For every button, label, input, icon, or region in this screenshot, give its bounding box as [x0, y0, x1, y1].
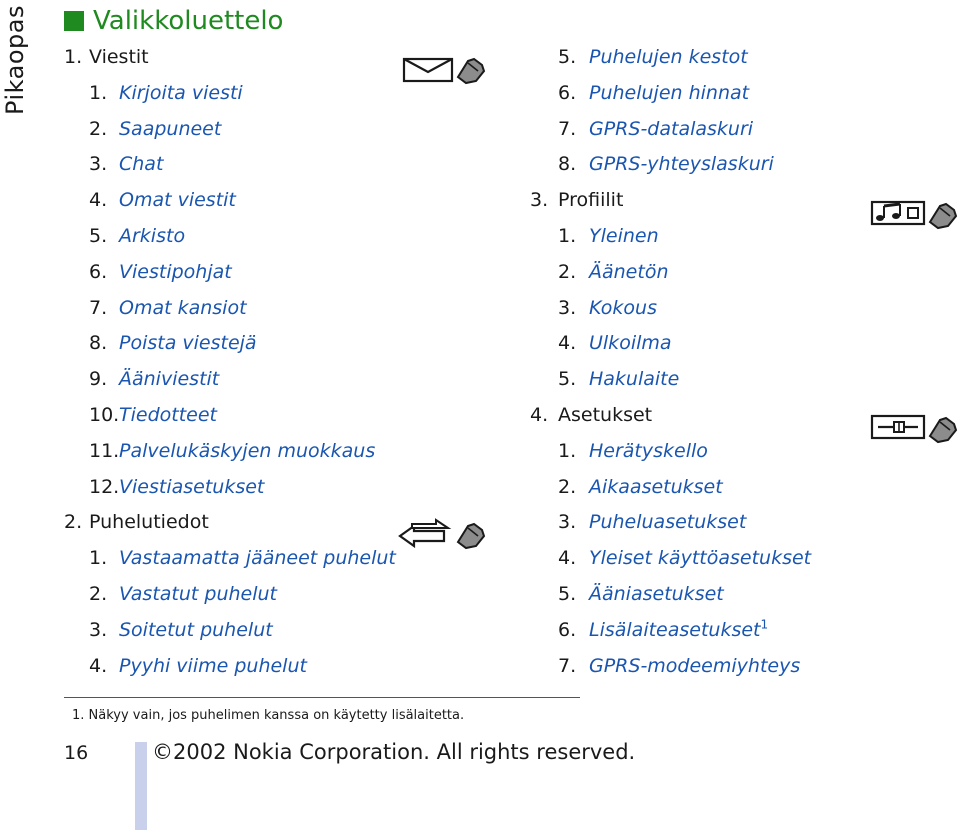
menu-item-number: 1. [558, 439, 577, 462]
menu-item-number: 2. [89, 117, 108, 140]
menu-item-label: Yleinen [589, 225, 659, 247]
submenu-item [558, 42, 748, 72]
menu-item-number: 12. [89, 475, 120, 498]
menu-item-label: Aikaasetukset [589, 475, 723, 498]
menu-item-label: Kirjoita viesti [119, 81, 243, 104]
menu-item-label: Viestit [89, 46, 149, 68]
menu-item-number: 5. [558, 583, 577, 605]
menu-item-label: Chat [119, 153, 164, 176]
submenu-item [89, 364, 219, 394]
menu-item-label: Vastaamatta jääneet puhelut [119, 547, 396, 570]
menu-item-number: 2. [558, 260, 577, 283]
menu-item-number: 6. [558, 618, 577, 641]
submenu-item [89, 114, 221, 144]
menu-item-label: Poista viestejä [119, 332, 257, 355]
menu-item-number: 3. [558, 296, 577, 319]
submenu-item [89, 400, 217, 430]
menu-item-number: 3. [89, 153, 108, 176]
submenu-item [89, 257, 232, 287]
menu-item-number: 3. [530, 189, 549, 212]
menu-item-number: 9. [89, 368, 108, 391]
menu-item-number: 4. [558, 547, 577, 570]
menu-item-number: 5. [558, 368, 577, 391]
menu-item-label: Vastatut puhelut [119, 583, 278, 605]
menu-item-label: Hakulaite [589, 368, 680, 391]
menu-item-number: 2. [558, 475, 577, 498]
submenu-item [558, 651, 800, 681]
submenu-item [558, 78, 749, 108]
menu-item-label: Pyyhi viime puhelut [119, 654, 307, 677]
menu-item-number: 1. [89, 81, 108, 104]
submenu-item [89, 436, 375, 466]
submenu-item [558, 579, 724, 609]
submenu-item [558, 615, 768, 645]
menu-item-number: 1. [89, 547, 108, 570]
menu-item-number: 4. [558, 332, 577, 355]
menu-item-number: 5. [558, 46, 577, 68]
menu-item-label: Ääniasetukset [589, 583, 724, 605]
page-title: Valikkoluettelo [93, 6, 284, 36]
section-heading [64, 4, 283, 38]
menu-item-label: GPRS-modeemiyhteys [589, 654, 801, 677]
submenu-item [89, 328, 257, 358]
menu-item-label: Kokous [589, 296, 657, 319]
menu-item-number: 3. [89, 618, 108, 641]
submenu-item [558, 543, 811, 573]
menu-item-number: 3. [558, 511, 577, 534]
footnote-divider [64, 697, 580, 698]
submenu-item [558, 436, 708, 466]
menu-item-label: Tiedotteet [119, 404, 217, 426]
menu-item-number: 7. [558, 117, 577, 140]
page-bar-decoration [135, 742, 147, 830]
messages-icon [402, 53, 488, 85]
submenu-item [89, 149, 163, 179]
submenu-item [558, 472, 723, 502]
menu-item-label: Puhelujen kestot [589, 46, 748, 68]
menu-item [530, 185, 623, 215]
settings-icon [870, 410, 958, 444]
call-register-icon [398, 516, 488, 550]
menu-item-number: 11. [89, 439, 120, 462]
menu-item-label: GPRS-yhteyslaskuri [589, 153, 774, 176]
submenu-item [89, 293, 247, 323]
menu-item-number: 4. [530, 404, 549, 426]
submenu-item [558, 507, 746, 537]
copyright-notice: ©2002 Nokia Corporation. All rights reserved. [152, 740, 636, 764]
menu-item [64, 507, 209, 537]
menu-item-label: Ulkoilma [589, 332, 672, 355]
menu-item-number: 6. [558, 81, 577, 104]
heading-square-icon [64, 11, 84, 31]
submenu-item [558, 114, 753, 144]
menu-item-number: 1. [64, 46, 83, 68]
footnote: 1. Näkyy vain, jos puhelimen kanssa on käytetty lisälaitetta. [72, 708, 465, 723]
menu-item-number: 2. [64, 511, 83, 534]
submenu-item [558, 149, 774, 179]
menu-item-number: 10. [89, 404, 120, 426]
menu-item-label: Herätyskello [589, 439, 708, 462]
submenu-item [89, 78, 243, 108]
menu-item-label: Yleiset käyttöasetukset [589, 547, 812, 570]
submenu-item [558, 293, 657, 323]
menu-item-label: Saapuneet [119, 117, 222, 140]
submenu-item [558, 257, 669, 287]
menu-item-label: GPRS-datalaskuri [589, 117, 754, 140]
menu-item-label: Ääniviestit [119, 368, 220, 391]
menu-item-number: 2. [89, 583, 108, 605]
menu-item-label: Palvelukäskyjen muokkaus [119, 439, 376, 462]
menu-item-label: Lisälaiteasetukset [589, 618, 761, 641]
menu-item-number: 8. [89, 332, 108, 355]
menu-item-label: Arkisto [119, 225, 186, 247]
menu-item-label: Puhelujen hinnat [589, 81, 750, 104]
menu-item-number: 4. [89, 654, 108, 677]
side-tab-label: Pikaopas [1, 5, 29, 115]
menu-item-label: Puheluasetukset [589, 511, 747, 534]
menu-item-number: 7. [89, 296, 108, 319]
submenu-item [89, 615, 273, 645]
submenu-item [89, 651, 307, 681]
submenu-item [558, 221, 659, 251]
menu-item [530, 400, 652, 430]
menu-item-label: Puhelutiedot [89, 511, 209, 534]
menu-item-label: Omat viestit [119, 189, 236, 212]
menu-item-number: 1. [558, 225, 577, 247]
menu-item [64, 42, 149, 72]
menu-item-label: Omat kansiot [119, 296, 247, 319]
submenu-item [89, 185, 236, 215]
menu-item-number: 8. [558, 153, 577, 176]
side-tab [0, 0, 30, 120]
submenu-item [89, 579, 277, 609]
submenu-item [89, 472, 264, 502]
menu-item-number: 4. [89, 189, 108, 212]
submenu-item [89, 543, 396, 573]
menu-item-label: Äänetön [589, 260, 669, 283]
submenu-item [89, 221, 185, 251]
page-number: 16 [64, 742, 89, 764]
menu-item-label: Viestipohjat [119, 260, 232, 283]
footnote-marker: 1 [760, 617, 769, 632]
menu-item-label: Asetukset [558, 404, 653, 426]
menu-item-number: 6. [89, 260, 108, 283]
profiles-icon [870, 196, 958, 230]
submenu-item [558, 364, 679, 394]
menu-item-label: Viestiasetukset [119, 475, 265, 498]
menu-item-label: Profiilit [558, 189, 624, 212]
submenu-item [558, 328, 672, 358]
menu-item-number: 5. [89, 225, 108, 247]
menu-item-label: Soitetut puhelut [119, 618, 273, 641]
menu-item-number: 7. [558, 654, 577, 677]
